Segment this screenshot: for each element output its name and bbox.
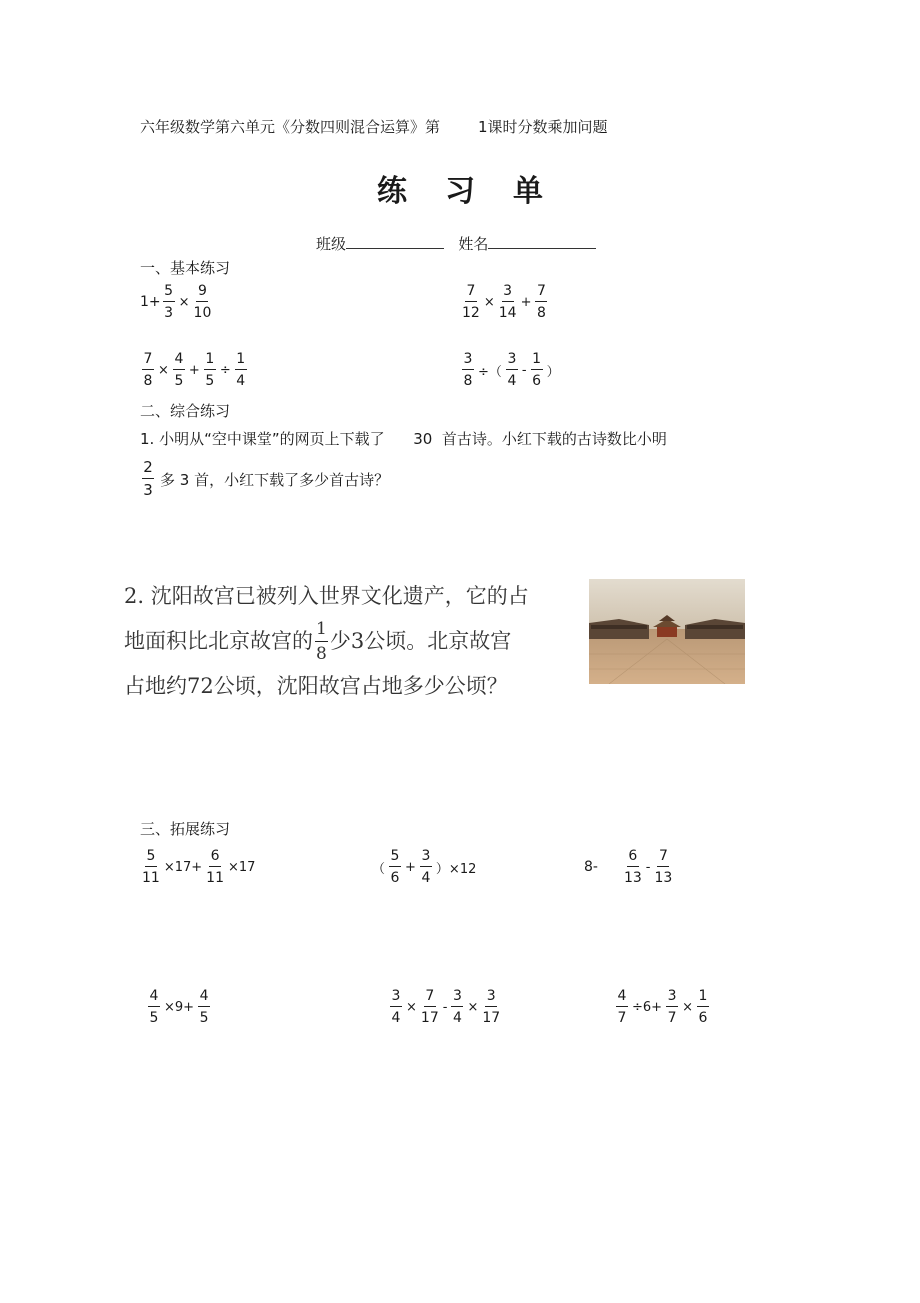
class-blank[interactable] [346,234,444,249]
question-2 [124,574,529,709]
extension-exercise-3: 8- 6 13 - 7 13 [584,848,673,886]
basic-exercise-4: $\frac{3}{8}$ ÷（ 3 4 - 1 6 ） [463,351,560,389]
question-1-line-2: 2 3 多 3 首，小红下载了多少首古诗？ [143,458,390,499]
basic-exercise-1: 1+ $\frac{5}{3}$ × $\frac{9}{10}$ [140,283,212,321]
question-1-line-1: 1. 小明从“空中课堂”的网页上下载了 30 首古诗。小红下载的古诗数比小明 [140,430,667,448]
page-title: 练习单 [377,174,581,209]
basic-exercise-3: $\frac{7}{8}$ × $\frac{4}{5}$ + $\frac{1}{5}$ ÷ $\frac{1}{4}$ [143,351,246,389]
extension-exercise-4: $\frac{4}{5}$ ×9+ $\frac{4}{5}$ [149,988,209,1026]
section-extension-heading: 三、拓展练习 [140,820,231,838]
name-blank[interactable] [488,234,596,249]
palace-photo [589,579,745,684]
basic-exercise-2: $\frac{7}{12}$ × $\frac{3}{14}$ + $\frac{7}{8}$ [462,283,546,321]
question-2-line-2: 地面积比北京故宫的 1 8 少3公顷。北京故宫 [124,618,512,664]
question-2-line-3: 占地约72公顷，沈阳故宫占地多少公顷？ [124,674,508,698]
worksheet-header [140,116,608,137]
extension-exercise-5: $\frac{3}{4}$ × $\frac{7}{17}$ - $\frac{3}{4}$ × $\frac{3}{17}$ [391,988,501,1026]
name-label: 姓名 [458,235,489,253]
extension-exercise-6: $\frac{4}{7}$ ÷6+ $\frac{3}{7}$ × $\frac{1}{6}$ [617,988,708,1026]
extension-exercise-2: （ 5 6 + $\frac{3}{4}$ ）×12 [372,848,477,886]
section-comprehensive-heading: 二、综合练习 [140,402,231,420]
extension-exercise-1: $\frac{5}{11}$ ×17+ $\frac{6}{11}$ ×17 [142,848,256,886]
course-title: 六年级数学第六单元《分数四则混合运算》第 [140,118,441,136]
class-label: 班级 [316,235,347,253]
lesson-title: 1课时分数乘加问题 [478,118,608,136]
section-basic-heading: 一、基本练习 [140,259,231,277]
question-2-line-1: 2. 沈阳故宫已被列入世界文化遗产，它的占 [124,584,529,608]
student-info [316,233,596,254]
